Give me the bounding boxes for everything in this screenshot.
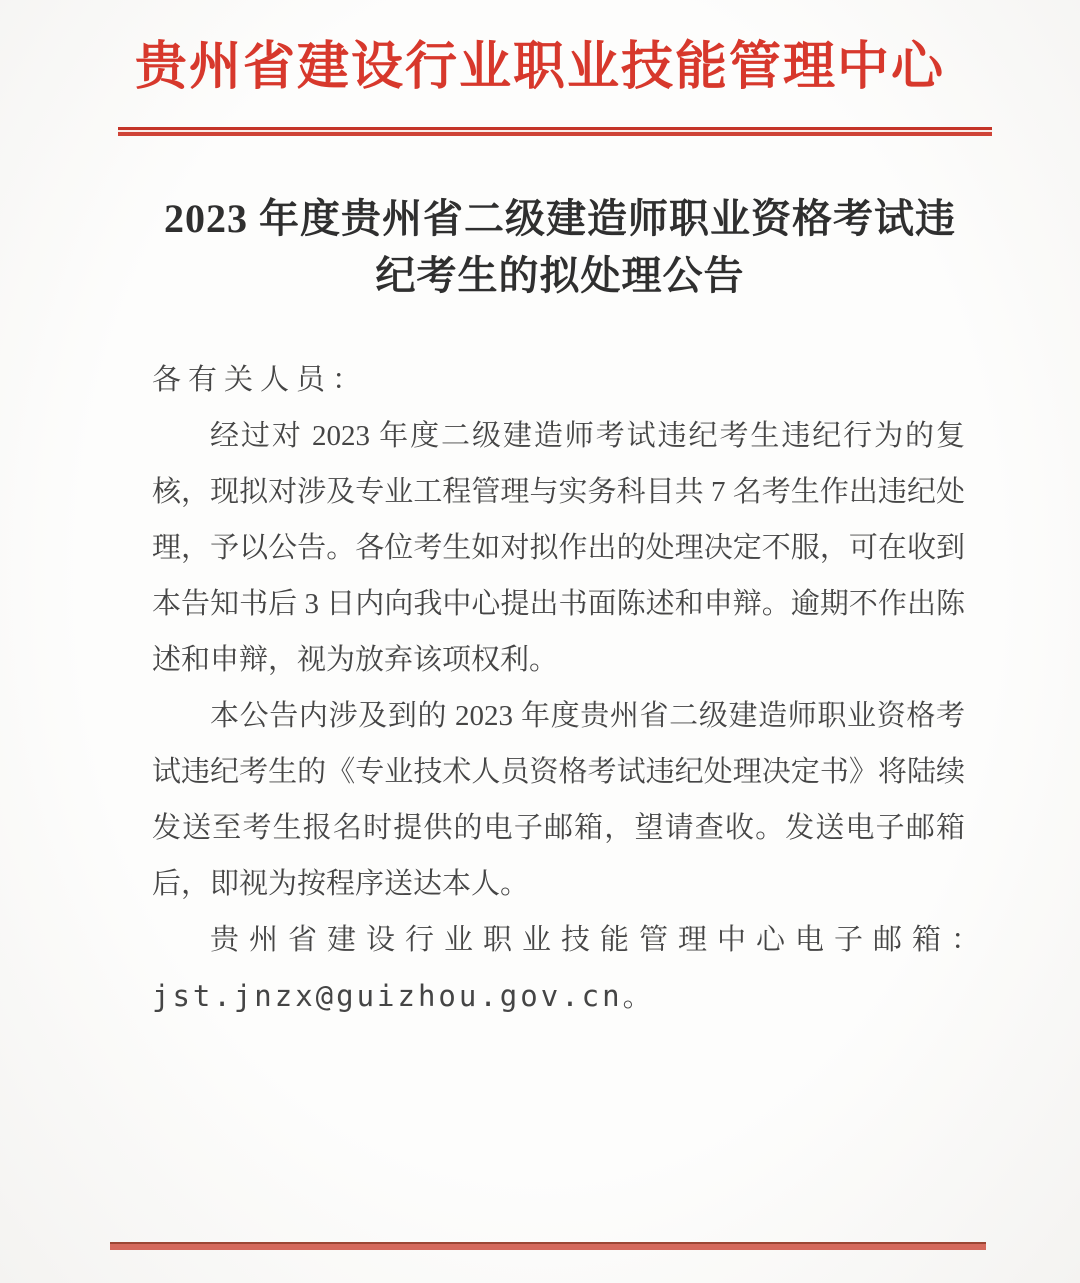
email-address: jst.jnzx@guizhou.gov.cn。 — [152, 979, 655, 1013]
body-paragraph-2: 本公告内涉及到的 2023 年度贵州省二级建造师职业资格考试违纪考生的《专业技术人员资格考试违纪处理决定书》将陆续发送至考生报名时提供的电子邮箱，望请查收。发送电子邮箱后，即视为按程序送达本人。 — [152, 700, 965, 900]
document-title: 2023 年度贵州省二级建造师职业资格考试违纪考生的拟处理公告 — [164, 196, 956, 298]
body-paragraph-1: 经过对 2023 年度二级建造师考试违纪考生违纪行为的复核，现拟对涉及专业工程管理与实务科目共 7 名考生作出违纪处理，予以公告。各位考生如对拟作出的处理决定不服，可在收到本告知书后 3 日内向我中心提出书面陈述和申辩。逾期不作出陈述和申辩，视为放弃该项权利。 — [152, 420, 965, 676]
document-body — [152, 352, 991, 1024]
email-label-line: 贵州省建设行业职业技能管理中心电子邮箱： — [210, 924, 991, 956]
letterhead-divider-rule — [118, 127, 992, 136]
salutation: 各有关人员： — [152, 364, 369, 396]
letterhead-org-name: 贵州省建设行业职业技能管理中心 — [134, 39, 945, 96]
footer-divider-rule — [110, 1242, 986, 1250]
